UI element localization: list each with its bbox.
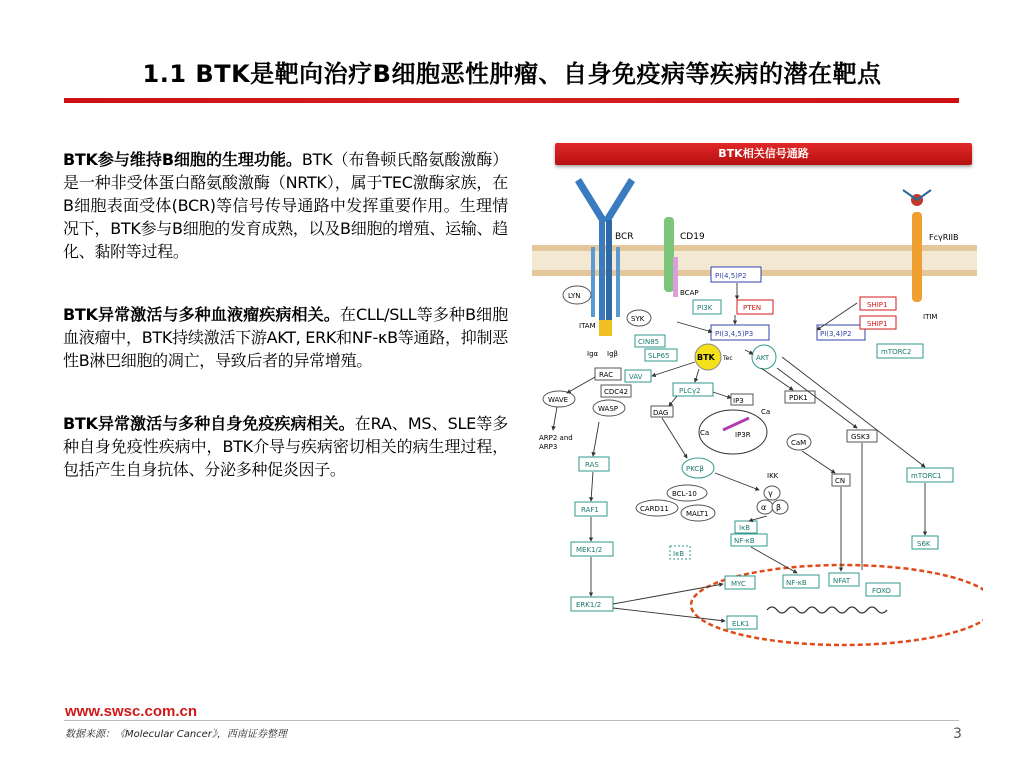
ship1-node-a (860, 297, 896, 310)
bcl10-label: BCL-10 (672, 490, 697, 498)
cin85-node (635, 335, 665, 347)
cdc42-label: CDC42 (604, 388, 629, 396)
ip3-label: IP3 (733, 397, 744, 405)
rac-node (595, 368, 621, 380)
syk-node (627, 310, 651, 326)
iga-label: Igα (587, 350, 599, 358)
figure-title-bar: BTK相关信号通路 (555, 143, 972, 165)
wasp-node (593, 400, 625, 416)
ship1-label-a: SHIP1 (867, 301, 888, 309)
bcap-label: BCAP (680, 289, 699, 297)
text-column (63, 148, 508, 521)
ras-label: RAS (585, 461, 599, 469)
dag-node (651, 406, 673, 417)
pkcb-label: PKCβ (686, 465, 704, 473)
slp65-label: SLP65 (648, 352, 670, 360)
ikb-label: IκB (739, 524, 750, 532)
btk-pathway-diagram (527, 172, 983, 648)
paragraph-hematologic (63, 303, 508, 372)
erk-label: ERK1/2 (576, 601, 602, 609)
cn-node (832, 474, 850, 486)
nfkb-nuclear-node (783, 575, 819, 588)
slide-title: 1.1 BTK是靶向治疗B细胞恶性肿瘤、自身免疫病等疾病的潜在靶点 (142, 60, 882, 88)
paragraph-autoimmune (63, 412, 508, 481)
ikb-node (735, 521, 757, 533)
pkcb-node (682, 458, 714, 478)
raf1-node (575, 502, 607, 516)
lyn-label: LYN (568, 292, 581, 300)
dna-icon (767, 607, 887, 613)
plcg2-node (673, 383, 713, 396)
paragraph-body: 在RA、MS、SLE等多种自身免疫性疾病中，BTK介导与疾病密切相关的病生理过程，包括产生自身抗体、分泌多种促炎因子。 (63, 414, 508, 479)
cdc42-node (601, 385, 631, 397)
gsk3-label: GSK3 (851, 433, 870, 441)
cam-node (787, 434, 811, 450)
paragraph-heading: BTK参与维持B细胞的生理功能。 (63, 150, 302, 169)
vav-label: VAV (629, 373, 643, 381)
fcr-label: FcγRIIB (929, 233, 959, 242)
paragraph-heading: BTK异常激活与多种自身免疫疾病相关。 (63, 414, 355, 433)
pi34-node (817, 325, 865, 340)
akt-node (752, 345, 776, 369)
mtorc1-label: mTORC1 (911, 472, 942, 480)
paragraph-heading: BTK异常激活与多种血液瘤疾病相关。 (63, 305, 340, 324)
ca-label: Ca (761, 408, 771, 416)
s6k-label: S6K (917, 540, 931, 548)
lyn-node (563, 286, 591, 304)
gsk3-node (847, 430, 877, 442)
malt1-label: MALT1 (686, 510, 709, 518)
pi45-label: PI(4,5)P2 (715, 272, 747, 280)
s6k-node (912, 536, 938, 549)
ip3r-label: IP3R (735, 431, 751, 439)
ras-node (579, 457, 609, 471)
nfkb-label: NF-κB (734, 537, 755, 545)
ship1-label-b: SHIP1 (867, 320, 888, 328)
mek-node (571, 542, 613, 556)
cd19-label: CD19 (680, 232, 705, 242)
nfkb-node (731, 534, 767, 546)
plcg2-label: PLCγ2 (679, 387, 701, 395)
wave-label: WAVE (548, 396, 569, 404)
page-number: 3 (953, 726, 962, 742)
pi45-node (711, 267, 761, 282)
card11-label: CARD11 (640, 505, 669, 513)
ikk-label: IKK (767, 472, 779, 480)
footer-rule (64, 720, 959, 721)
mek-label: MEK1/2 (576, 546, 603, 554)
rac-label: RAC (599, 371, 614, 379)
ikb-degraded-node (670, 546, 690, 559)
igb-label: Igβ (607, 350, 618, 358)
ip3-node (731, 394, 753, 405)
wave-node (543, 391, 575, 407)
wasp-label: WASP (598, 405, 618, 413)
pi345-label: PI(3,4,5)P3 (715, 330, 754, 338)
syk-label: SYK (631, 315, 645, 323)
er-calcium-icon (699, 410, 767, 454)
mtorc2-node (877, 344, 923, 358)
cin85-label: CIN85 (638, 338, 660, 346)
myc-label: MYC (731, 580, 746, 588)
paragraph-body: BTK（布鲁顿氏酪氨酸激酶）是一种非受体蛋白酪氨酸激酶（NRTK），属于TEC激酶家族，在B细胞表面受体(BCR)等信号传导通路中发挥重要作用。生理情况下，BTK参与B细胞的发育成熟，以及B细胞的增殖、运输、趋化、黏附等过程。 (63, 150, 509, 261)
ikk-complex-icon (757, 486, 788, 514)
malt1-node (681, 505, 715, 521)
pi34-label: PI(3,4)P2 (820, 330, 852, 338)
foxo-node (866, 583, 900, 596)
nfat-node (829, 573, 859, 586)
vav-node (625, 370, 651, 382)
footer-url: www.swsc.com.cn (65, 703, 197, 720)
dag-label: DAG (653, 409, 669, 417)
beta-label: β (776, 503, 782, 512)
nfat-label: NFAT (833, 577, 851, 585)
pi3k-label: PI3K (697, 304, 713, 312)
card11-node (636, 500, 678, 516)
mtorc2-label: mTORC2 (881, 348, 912, 356)
slp65-node (645, 349, 677, 361)
cd19-receptor-icon (664, 217, 678, 297)
elk1-node (727, 616, 757, 629)
paragraph-physiology (63, 148, 508, 263)
elk1-label: ELK1 (732, 620, 750, 628)
btk-node (695, 344, 733, 370)
arp-label: ARP2 and (539, 434, 573, 442)
akt-label: AKT (756, 354, 770, 362)
mtorc1-node (907, 468, 953, 482)
nfkb2-label: NF-κB (786, 579, 807, 587)
itam-label: ITAM (579, 322, 596, 330)
title-underline (64, 98, 959, 103)
pten-node (737, 300, 773, 314)
paragraph-body: 在CLL/SLL等多种B细胞血液瘤中，BTK持续激活下游AKT, ERK和NF-κB等通路，抑制恶性B淋巴细胞的凋亡，导致后者的异常增殖。 (63, 305, 509, 370)
myc-node (725, 576, 755, 589)
bcl10-node (667, 485, 707, 501)
pi3k-node (693, 300, 721, 314)
gamma-label: γ (768, 489, 773, 498)
alpha-label: α (761, 503, 767, 512)
bcr-label: BCR (615, 232, 634, 242)
pten-label: PTEN (743, 304, 762, 312)
ikb2-label: IκB (673, 550, 684, 558)
erk-node (571, 597, 613, 611)
tec-label: Tec (723, 355, 733, 362)
ca2-label: Ca (700, 429, 710, 437)
itim-label: ITIM (923, 313, 938, 321)
raf1-label: RAF1 (581, 506, 599, 514)
arp3-label: ARP3 (539, 443, 558, 451)
foxo-label: FOXO (872, 587, 891, 595)
ship1-node-b (860, 316, 896, 329)
pdk1-label: PDK1 (789, 394, 808, 402)
pi345-node (711, 325, 769, 340)
btk-label: BTK (697, 353, 715, 362)
footer-source: 数据来源：《Molecular Cancer》，西南证券整理 (65, 729, 287, 740)
cam-label: CaM (791, 439, 807, 447)
cn-label: CN (835, 477, 846, 485)
